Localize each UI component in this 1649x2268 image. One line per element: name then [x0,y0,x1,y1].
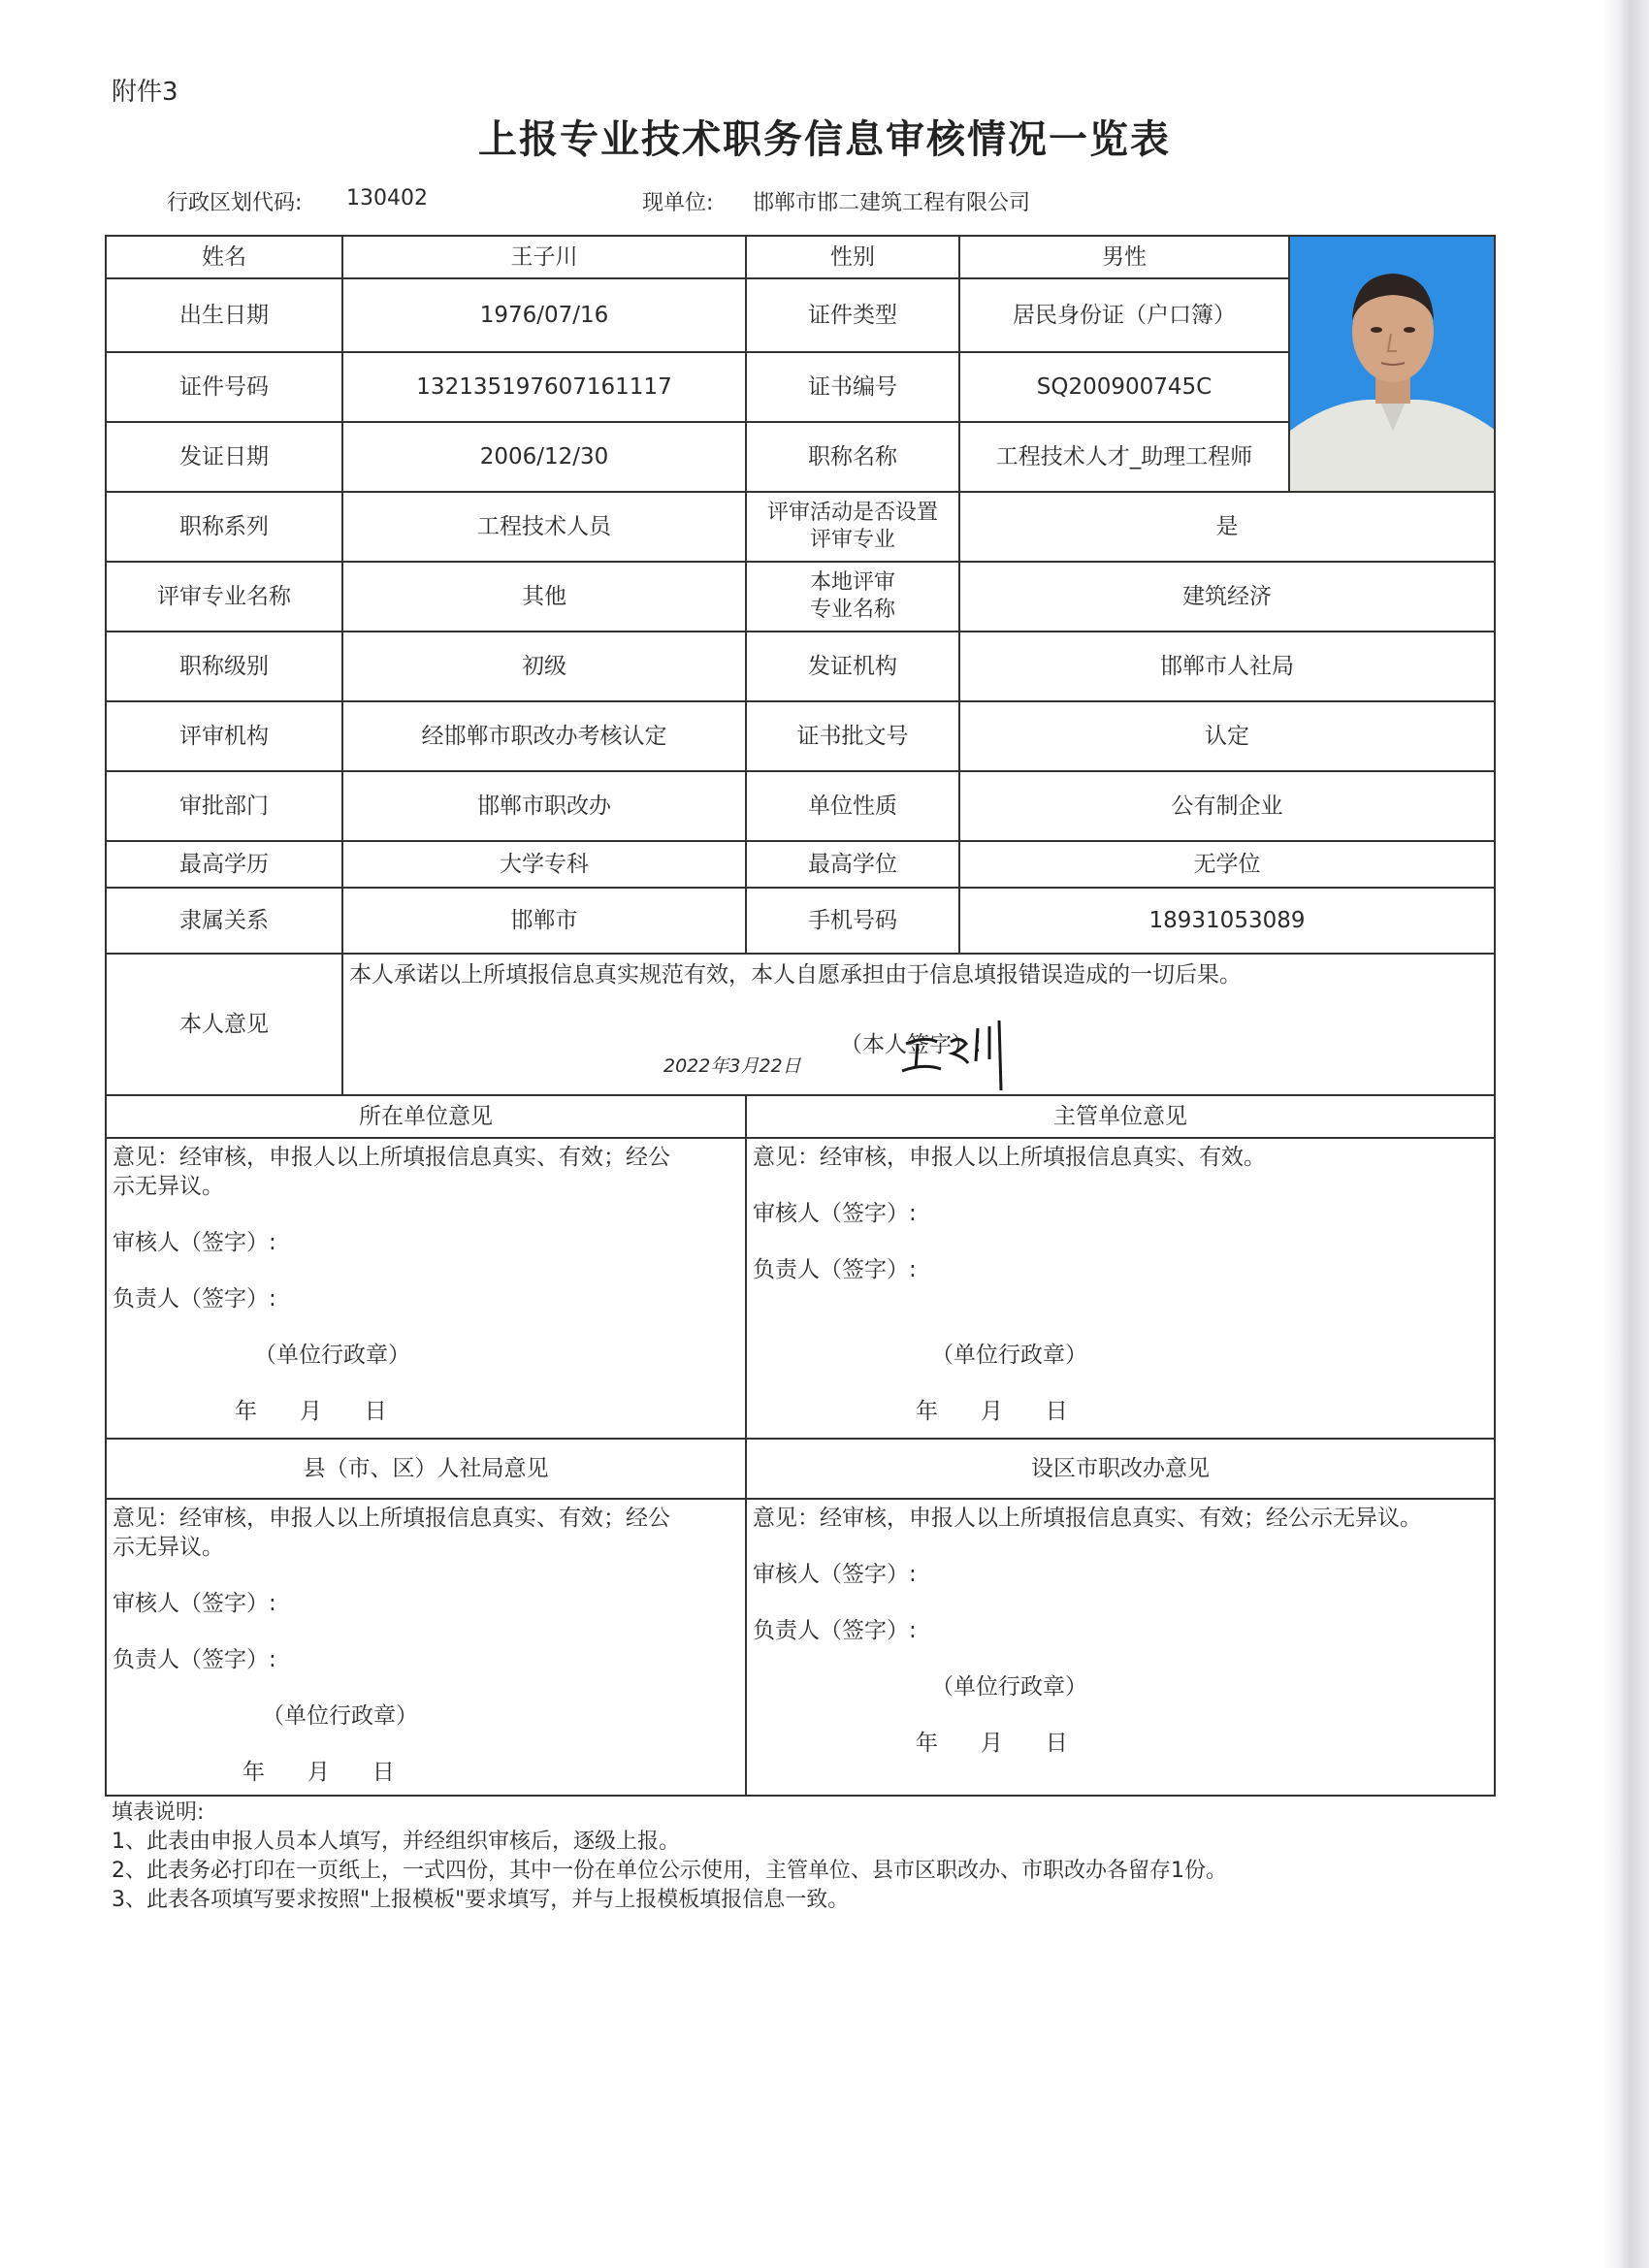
title-series-value: 工程技术人员 [342,492,746,562]
certificate-number-label: 证书编号 [746,352,959,422]
id-number-label: 证件号码 [106,352,342,422]
name-value: 王子川 [342,236,746,278]
local-major-label-line2: 专业名称 [809,598,895,622]
personal-opinion-label: 本人意见 [106,954,342,1095]
supervisor-date: 年 月 日 [916,1399,1068,1424]
city-opinion-body [746,1499,1495,1796]
personal-opinion-cell [342,954,1495,1095]
unit-seal: （单位行政章） [254,1343,410,1368]
unit-leader-sign: 负责人（签字）: [113,1286,276,1312]
title-level-value: 初级 [342,632,746,701]
attachment-number: 附件3 [112,78,178,107]
opinions-table [105,1094,1496,1797]
note-item-1: 1、此表由申报人员本人填写，并经组织审核后，逐级上报。 [112,1830,680,1854]
education-label: 最高学历 [106,841,342,888]
review-major-name-label: 评审专业名称 [106,562,342,632]
review-major-name-value: 其他 [342,562,746,632]
approval-dept-label: 审批部门 [106,771,342,841]
city-leader-sign: 负责人（签字）: [753,1618,917,1643]
affiliation-value: 邯郸市 [342,888,746,954]
pledge-text: 本人承诺以上所填报信息真实规范有效，本人自愿承担由于信息填报错误造成的一切后果。 [349,962,1242,988]
unit-opinion-body [106,1138,746,1439]
review-org-label: 评审机构 [106,701,342,771]
note-item-2: 2、此表务必打印在一页纸上，一式四份，其中一份在单位公示使用，主管单位、县市区职改办、市职改办各留存1份。 [112,1859,1227,1883]
notes-heading: 填表说明: [112,1800,205,1825]
county-opinion-body [106,1499,746,1796]
applicant-photo [1289,236,1495,492]
name-label: 姓名 [106,236,342,278]
approval-dept-value: 邯郸市职改办 [342,771,746,841]
unit-nature-value: 公有制企业 [959,771,1495,841]
signed-date: 2022年3月22日 [663,1055,801,1077]
issuer-label: 发证机构 [746,632,959,701]
county-opinion-text-2: 示无异议。 [113,1535,224,1560]
county-date: 年 月 日 [242,1760,395,1785]
county-seal: （单位行政章） [262,1703,418,1729]
current-unit-value: 邯郸市邯二建筑工程有限公司 [753,191,1031,215]
issuer-value: 邯郸市人社局 [959,632,1495,701]
scan-edge-shadow [1602,0,1649,2268]
handwritten-signature [896,1015,1022,1092]
city-opinion-title: 设区市职改办意见 [746,1439,1495,1499]
note-item-3: 3、此表各项填写要求按照"上报模板"要求填写，并与上报模板填报信息一致。 [112,1888,850,1912]
supervisor-opinion-body [746,1138,1495,1439]
local-major-label [746,562,959,632]
id-number-value: 132135197607161117 [342,352,746,422]
gender-label: 性别 [746,236,959,278]
title-level-label: 职称级别 [106,632,342,701]
approval-doc-value: 认定 [959,701,1495,771]
city-opinion-text: 意见：经审核，申报人以上所填报信息真实、有效；经公示无异议。 [753,1506,1422,1531]
issue-date-value: 2006/12/30 [342,422,746,492]
portrait-image [1290,237,1495,491]
birth-date-label: 出生日期 [106,278,342,352]
id-type-label: 证件类型 [746,278,959,352]
city-seal: （单位行政章） [931,1674,1087,1700]
unit-reviewer-sign: 审核人（签字）: [113,1230,276,1255]
supervisor-opinion-title: 主管单位意见 [746,1095,1495,1138]
review-org-value: 经邯郸市职改办考核认定 [342,701,746,771]
local-major-value: 建筑经济 [959,562,1495,632]
current-unit-label: 现单位: [642,191,714,215]
county-opinion-title: 县（市、区）人社局意见 [106,1439,746,1499]
affiliation-label: 隶属关系 [106,888,342,954]
info-form-table [105,235,1496,1096]
local-major-label-line1: 本地评审 [809,570,895,595]
issue-date-label: 发证日期 [106,422,342,492]
certificate-number-value: SQ200900745C [959,352,1289,422]
city-date: 年 月 日 [916,1731,1068,1756]
unit-opinion-title: 所在单位意见 [106,1095,746,1138]
phone-value: 18931053089 [959,888,1495,954]
county-leader-sign: 负责人（签字）: [113,1647,276,1672]
unit-date: 年 月 日 [235,1399,387,1424]
approval-doc-label: 证书批文号 [746,701,959,771]
supervisor-seal: （单位行政章） [931,1343,1087,1368]
review-major-set-label-line2: 评审专业 [809,528,895,552]
review-major-set-label-line1: 评审活动是否设置 [766,501,938,525]
unit-opinion-text-2: 示无异议。 [113,1174,224,1199]
review-major-set-label [746,492,959,562]
education-value: 大学专科 [342,841,746,888]
region-code-value: 130402 [346,186,428,211]
degree-label: 最高学位 [746,841,959,888]
title-name-value: 工程技术人才_助理工程师 [959,422,1289,492]
unit-nature-label: 单位性质 [746,771,959,841]
county-opinion-text: 意见：经审核，申报人以上所填报信息真实、有效；经公 [113,1506,670,1531]
region-code-label: 行政区划代码: [167,191,303,215]
supervisor-reviewer-sign: 审核人（签字）: [753,1201,917,1226]
id-type-value: 居民身份证（户口簿） [959,278,1289,352]
unit-opinion-text: 意见：经审核，申报人以上所填报信息真实、有效；经公 [113,1145,670,1170]
city-reviewer-sign: 审核人（签字）: [753,1562,917,1587]
self-sign-label: （本人签字）: [840,1032,982,1057]
county-reviewer-sign: 审核人（签字）: [113,1591,276,1616]
supervisor-opinion-text: 意见：经审核，申报人以上所填报信息真实、有效。 [753,1145,1266,1170]
degree-value: 无学位 [959,841,1495,888]
birth-date-value: 1976/07/16 [342,278,746,352]
phone-label: 手机号码 [746,888,959,954]
title-series-label: 职称系列 [106,492,342,562]
review-major-set-value: 是 [959,492,1495,562]
supervisor-leader-sign: 负责人（签字）: [753,1257,917,1282]
title-name-label: 职称名称 [746,422,959,492]
gender-value: 男性 [959,236,1289,278]
document-title: 上报专业技术职务信息审核情况一览表 [478,117,1171,162]
